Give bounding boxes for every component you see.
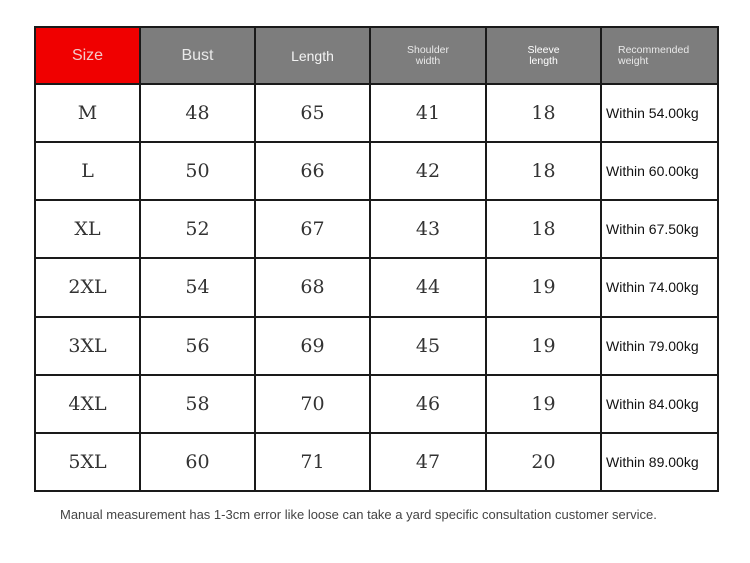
table-row (35, 84, 718, 142)
cell-size: XL (35, 200, 140, 258)
cell-size: 5XL (35, 433, 140, 491)
cell-sleeve: 19 (486, 258, 601, 316)
table-row (35, 433, 718, 491)
cell-shoulder: 43 (370, 200, 486, 258)
header-row (35, 27, 718, 84)
cell-length: 66 (255, 142, 370, 200)
cell-sleeve: 19 (486, 317, 601, 375)
table-row (35, 258, 718, 316)
cell-weight: Within 84.00kg (601, 375, 718, 433)
cell-shoulder: 46 (370, 375, 486, 433)
cell-bust: 52 (140, 200, 255, 258)
table-row (35, 375, 718, 433)
cell-weight: Within 79.00kg (601, 317, 718, 375)
cell-size: 3XL (35, 317, 140, 375)
header-sleeve-line2: length (529, 54, 558, 67)
header-weight-line1: Recommended (618, 43, 690, 56)
header-recommended-weight (601, 27, 718, 84)
cell-length: 68 (255, 258, 370, 316)
header-shoulder-line2: width (415, 54, 441, 67)
cell-shoulder: 41 (370, 84, 486, 142)
cell-weight: Within 54.00kg (601, 84, 718, 142)
cell-weight: Within 89.00kg (601, 433, 718, 491)
cell-shoulder: 47 (370, 433, 486, 491)
table-row (35, 142, 718, 200)
cell-size: L (35, 142, 140, 200)
header-sleeve-length (486, 27, 601, 84)
cell-size: M (35, 84, 140, 142)
cell-length: 65 (255, 84, 370, 142)
cell-weight: Within 67.50kg (601, 200, 718, 258)
cell-shoulder: 45 (370, 317, 486, 375)
cell-bust: 54 (140, 258, 255, 316)
cell-sleeve: 18 (486, 200, 601, 258)
cell-length: 70 (255, 375, 370, 433)
header-size: Size (35, 27, 140, 84)
cell-length: 71 (255, 433, 370, 491)
cell-bust: 56 (140, 317, 255, 375)
cell-size: 4XL (35, 375, 140, 433)
cell-bust: 60 (140, 433, 255, 491)
measurement-note: Manual measurement has 1-3cm error like loose can take a yard specific consultation customer service. (60, 507, 657, 522)
cell-weight: Within 60.00kg (601, 142, 718, 200)
header-shoulder-width (370, 27, 486, 84)
table-row (35, 317, 718, 375)
cell-length: 67 (255, 200, 370, 258)
cell-sleeve: 18 (486, 84, 601, 142)
header-sleeve-line1: Sleeve (527, 43, 560, 56)
cell-shoulder: 44 (370, 258, 486, 316)
cell-bust: 50 (140, 142, 255, 200)
header-shoulder-line1: Shoulder (406, 43, 450, 56)
header-weight-line2: weight (618, 54, 649, 67)
cell-weight: Within 74.00kg (601, 258, 718, 316)
table-row (35, 200, 718, 258)
header-bust: Bust (140, 27, 255, 84)
header-length: Length (255, 27, 370, 84)
cell-shoulder: 42 (370, 142, 486, 200)
cell-sleeve: 19 (486, 375, 601, 433)
cell-bust: 58 (140, 375, 255, 433)
size-chart-table (34, 26, 719, 492)
cell-sleeve: 18 (486, 142, 601, 200)
cell-sleeve: 20 (486, 433, 601, 491)
cell-size: 2XL (35, 258, 140, 316)
cell-bust: 48 (140, 84, 255, 142)
cell-length: 69 (255, 317, 370, 375)
